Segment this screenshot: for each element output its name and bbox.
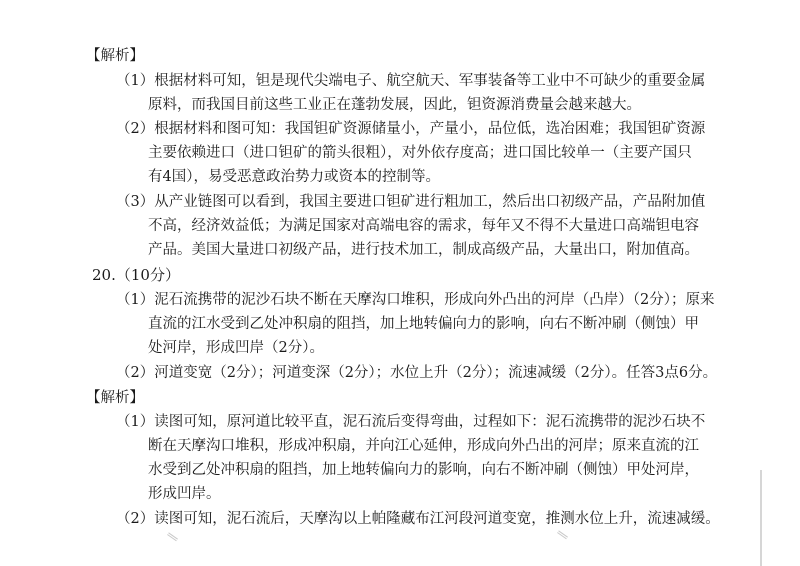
analysis-1-item-1-line-1: （1）根据材料可知，钽是现代尖端电子、航空航天、军事装备等工业中不可缺少的重要金属 (116, 73, 706, 89)
analysis-2-item-2-line-1: （2）读图可知，泥石流后，天摩沟以上帕隆藏布江河段河道变宽，推测水位上升，流速减缓。 (116, 511, 720, 527)
q20-answer-1-line-1: （1）泥石流携带的泥沙石块不断在天摩沟口堆积，形成向外凸出的河岸（凸岸）（2分）；原来 (116, 292, 715, 308)
scan-edge-line (760, 470, 762, 566)
analysis-1-item-3-line-1: （3）从产业链图可以看到，我国主要进口钽矿进行粗加工，然后出口初级产品，产品附加值 (116, 194, 706, 210)
scan-mark: ∥ (165, 530, 181, 544)
analysis-1-item-2-line-3: 有4国），易受恶意政治势力或资本的控制等。 (148, 169, 440, 185)
q20-answer-1-line-2: 直流的江水受到乙处冲积扇的阻挡，加上地转偏向力的影响，向右不断冲刷（侧蚀）甲 (148, 316, 699, 332)
analysis-heading-2: 【解析】 (86, 390, 144, 406)
q20-answer-2-line-1: （2）河道变宽（2分）；河道变深（2分）；水位上升（2分）；流速减缓（2分）。任答3点6分。 (116, 365, 718, 381)
analysis-1-item-3-line-3: 产品。美国大量进口初级产品，进行技术加工，制成高级产品，大量出口，附加值高。 (148, 242, 699, 258)
question-20-title: 20.（10分） (92, 266, 180, 284)
analysis-2-item-1-line-3: 水受到乙处冲积扇的阻挡，加上地转偏向力的影响，向右不断冲刷（侧蚀）甲处河岸， (148, 462, 699, 478)
analysis-1-item-1-line-2: 原料，而我国目前这些工业正在蓬勃发展，因此，钽资源消费量会越来越大。 (148, 97, 641, 113)
analysis-heading-1: 【解析】 (86, 48, 144, 64)
analysis-1-item-2-line-1: （2）根据材料和图可知：我国钽矿资源储量小，产量小，品位低，选冶困难；我国钽矿资源 (116, 121, 706, 137)
scan-mark: ∥ (555, 528, 571, 542)
analysis-2-item-1-line-4: 形成凹岸。 (148, 486, 221, 502)
analysis-1-item-3-line-2: 不高，经济效益低；为满足国家对高端电容的需求，每年又不得不大量进口高端钽电容 (148, 218, 699, 234)
q20-answer-1-line-3: 处河岸，形成凹岸（2分）。 (148, 340, 324, 356)
analysis-2-item-1-line-2: 断在天摩沟口堆积，形成冲积扇，并向江心延伸，形成向外凸出的河岸；原来直流的江 (148, 438, 699, 454)
analysis-2-item-1-line-1: （1）读图可知，原河道比较平直，泥石流后变得弯曲，过程如下：泥石流携带的泥沙石块不 (116, 414, 706, 430)
analysis-1-item-2-line-2: 主要依赖进口（进口钽矿的箭头很粗），对外依存度高；进口国比较单一（主要产国只 (148, 145, 692, 161)
